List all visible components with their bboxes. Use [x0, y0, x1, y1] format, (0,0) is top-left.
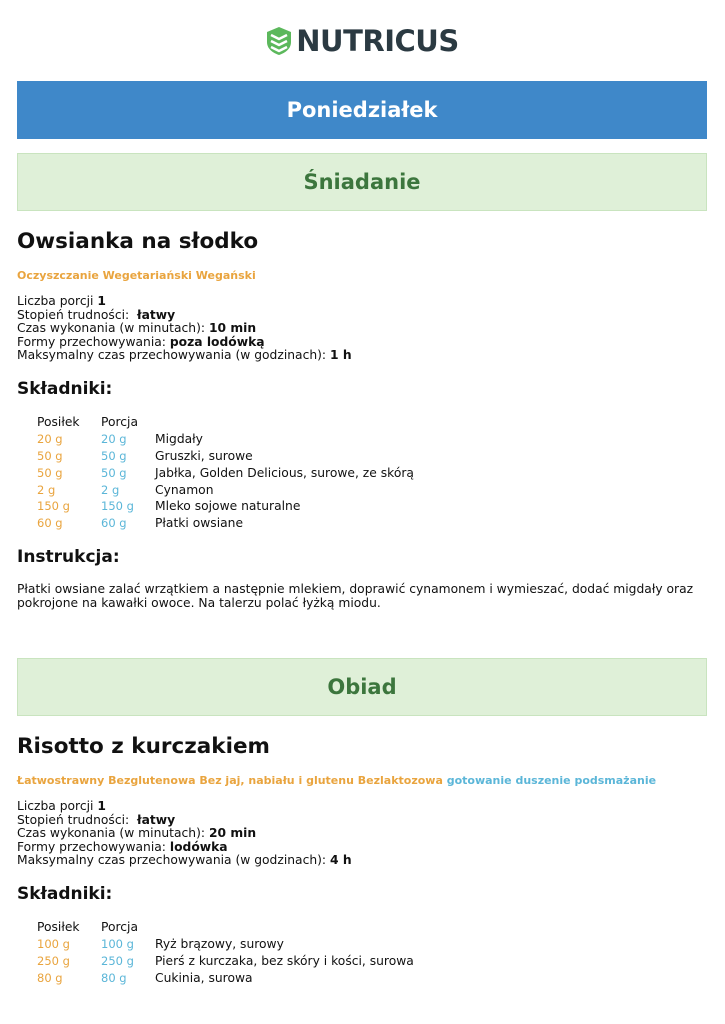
max-storage-value: 4 h	[329, 853, 352, 867]
meal-header-lunch: Obiad	[17, 658, 707, 716]
time-value: 20 min	[208, 826, 257, 840]
ingredients-heading: Składniki:	[17, 884, 113, 904]
table-row: 2 g 2 g Cynamon	[37, 482, 214, 497]
difficulty-value: łatwy	[137, 812, 176, 827]
ingredients-table	[37, 919, 414, 986]
recipe-meta	[17, 800, 707, 868]
max-storage-row: Maksymalny czas przechowywania (w godzinach): 4 h	[17, 853, 352, 867]
ingredients-heading: Składniki:	[17, 379, 113, 399]
max-storage-value: 1 h	[329, 348, 352, 362]
recipe-lunch	[17, 734, 707, 868]
storage-row: Formy przechowywania: lodówka	[17, 839, 228, 854]
difficulty-row: Stopień trudności: łatwy	[17, 812, 176, 827]
table-row: 100 g 100 g Ryż brązowy, surowy	[37, 937, 284, 952]
recipe-title: Owsianka na słodko	[17, 229, 259, 254]
cooking-method-tags: gotowanie duszenie podsmażanie	[446, 774, 657, 787]
table-row: 20 g 20 g Migdały	[37, 432, 203, 447]
table-header	[37, 919, 414, 936]
table-header	[37, 414, 414, 431]
max-storage-row: Maksymalny czas przechowywania (w godzinach): 1 h	[17, 348, 352, 362]
storage-value: poza lodówką	[169, 334, 265, 349]
servings-value: 1	[97, 799, 106, 813]
servings-row: Liczba porcji 1	[17, 799, 106, 813]
storage-row: Formy przechowywania: poza lodówką	[17, 334, 265, 349]
recipe-title: Risotto z kurczakiem	[17, 734, 270, 759]
table-row: 150 g 150 g Mleko sojowe naturalne	[37, 499, 301, 514]
recipe-tags	[17, 269, 707, 283]
brand-name: NUTRICUS	[296, 24, 459, 58]
table-row: 250 g 250 g Pierś z kurczaka, bez skóry i kości, surowa	[37, 953, 414, 968]
shield-chevron-icon	[266, 26, 292, 56]
diet-tags: Oczyszczanie Wegetariański Wegański	[17, 269, 256, 282]
col-meal: Posiłek	[37, 920, 80, 935]
servings-row: Liczba porcji 1	[17, 294, 106, 308]
servings-value: 1	[97, 294, 106, 308]
col-portion: Porcja	[101, 415, 138, 430]
difficulty-value: łatwy	[137, 307, 176, 322]
col-meal: Posiłek	[37, 415, 80, 430]
ingredients-table	[37, 414, 414, 532]
table-row: 50 g 50 g Jabłka, Golden Delicious, surowe, ze skórą	[37, 465, 414, 480]
time-row: Czas wykonania (w minutach): 10 min	[17, 321, 257, 335]
time-row: Czas wykonania (w minutach): 20 min	[17, 826, 257, 840]
logo	[0, 24, 725, 58]
recipe-tags	[17, 774, 707, 788]
table-row: 50 g 50 g Gruszki, surowe	[37, 448, 253, 463]
recipe-breakfast	[17, 229, 707, 363]
instructions-text: Płatki owsiane zalać wrzątkiem a następnie mlekiem, doprawić cynamonem i wymieszać, dodać migdały oraz pokrojone na kawałki owoce. Na talerzu polać łyżką miodu.	[17, 582, 694, 610]
storage-value: lodówka	[169, 839, 228, 854]
col-portion: Porcja	[101, 920, 138, 935]
diet-tags: Łatwostrawny Bezglutenowa Bez jaj, nabiału i glutenu Bezlaktozowa	[17, 774, 443, 787]
time-value: 10 min	[208, 321, 257, 335]
meal-header-breakfast: Śniadanie	[17, 153, 707, 211]
day-header: Poniedziałek	[17, 81, 707, 139]
instructions-heading: Instrukcja:	[17, 547, 120, 567]
table-row: 60 g 60 g Płatki owsiane	[37, 516, 244, 531]
difficulty-row: Stopień trudności: łatwy	[17, 307, 176, 322]
table-row: 80 g 80 g Cukinia, surowa	[37, 970, 253, 985]
recipe-meta	[17, 295, 707, 363]
